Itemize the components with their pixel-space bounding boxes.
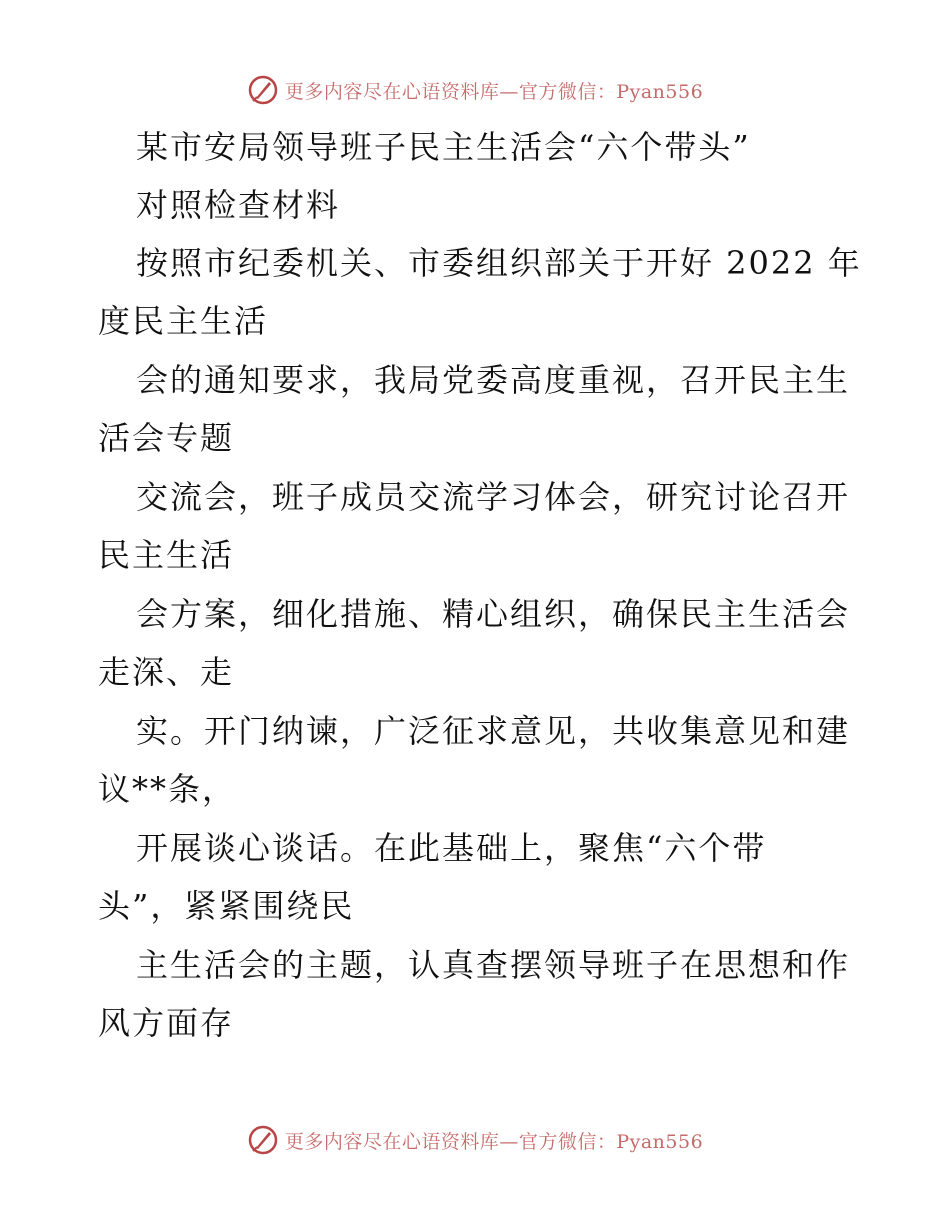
- paragraph-line: 开展谈心谈话。在此基础上，聚焦“六个带: [136, 829, 767, 867]
- watermark-text: 更多内容尽在心语资料库—官方微信：Pyan556: [284, 1130, 704, 1153]
- paragraph-line: 民主生活: [98, 536, 235, 574]
- paragraph-line: 按照市纪委机关、市委组织部关于开好 2022 年: [136, 244, 862, 282]
- quill-logo-icon: [247, 1124, 279, 1156]
- quill-logo-icon: [247, 74, 279, 106]
- watermark-footer: [0, 1120, 950, 1160]
- paragraph-line: 风方面存: [98, 1004, 235, 1042]
- paragraph-line: 会方案，细化措施、精心组织，确保民主生活会: [136, 595, 851, 633]
- paragraph-line: 实。开门纳谏，广泛征求意见，共收集意见和建: [136, 712, 851, 750]
- paragraph-line: 头”，紧紧围绕民: [98, 887, 355, 925]
- watermark-text: 更多内容尽在心语资料库—官方微信：Pyan556: [284, 80, 704, 103]
- paragraph-line: 会的通知要求，我局党委高度重视，召开民主生: [136, 361, 851, 399]
- paragraph-line: 走深、走: [98, 653, 235, 691]
- paragraph-line: 议**条，: [98, 770, 237, 808]
- watermark-group: [247, 1124, 703, 1156]
- paragraph-line: 活会专题: [98, 419, 235, 457]
- paragraph-line: 主生活会的主题，认真查摆领导班子在思想和作: [136, 946, 851, 984]
- paragraph-line: 度民主生活: [98, 302, 269, 340]
- watermark-group: [247, 74, 703, 106]
- title-line-2: 对照检查材料: [136, 186, 341, 224]
- watermark-header: [0, 70, 950, 110]
- paragraph-line: 交流会，班子成员交流学习体会，研究讨论召开: [136, 478, 851, 516]
- title-line-1: 某市安局领导班子民主生活会“六个带头”: [136, 128, 751, 166]
